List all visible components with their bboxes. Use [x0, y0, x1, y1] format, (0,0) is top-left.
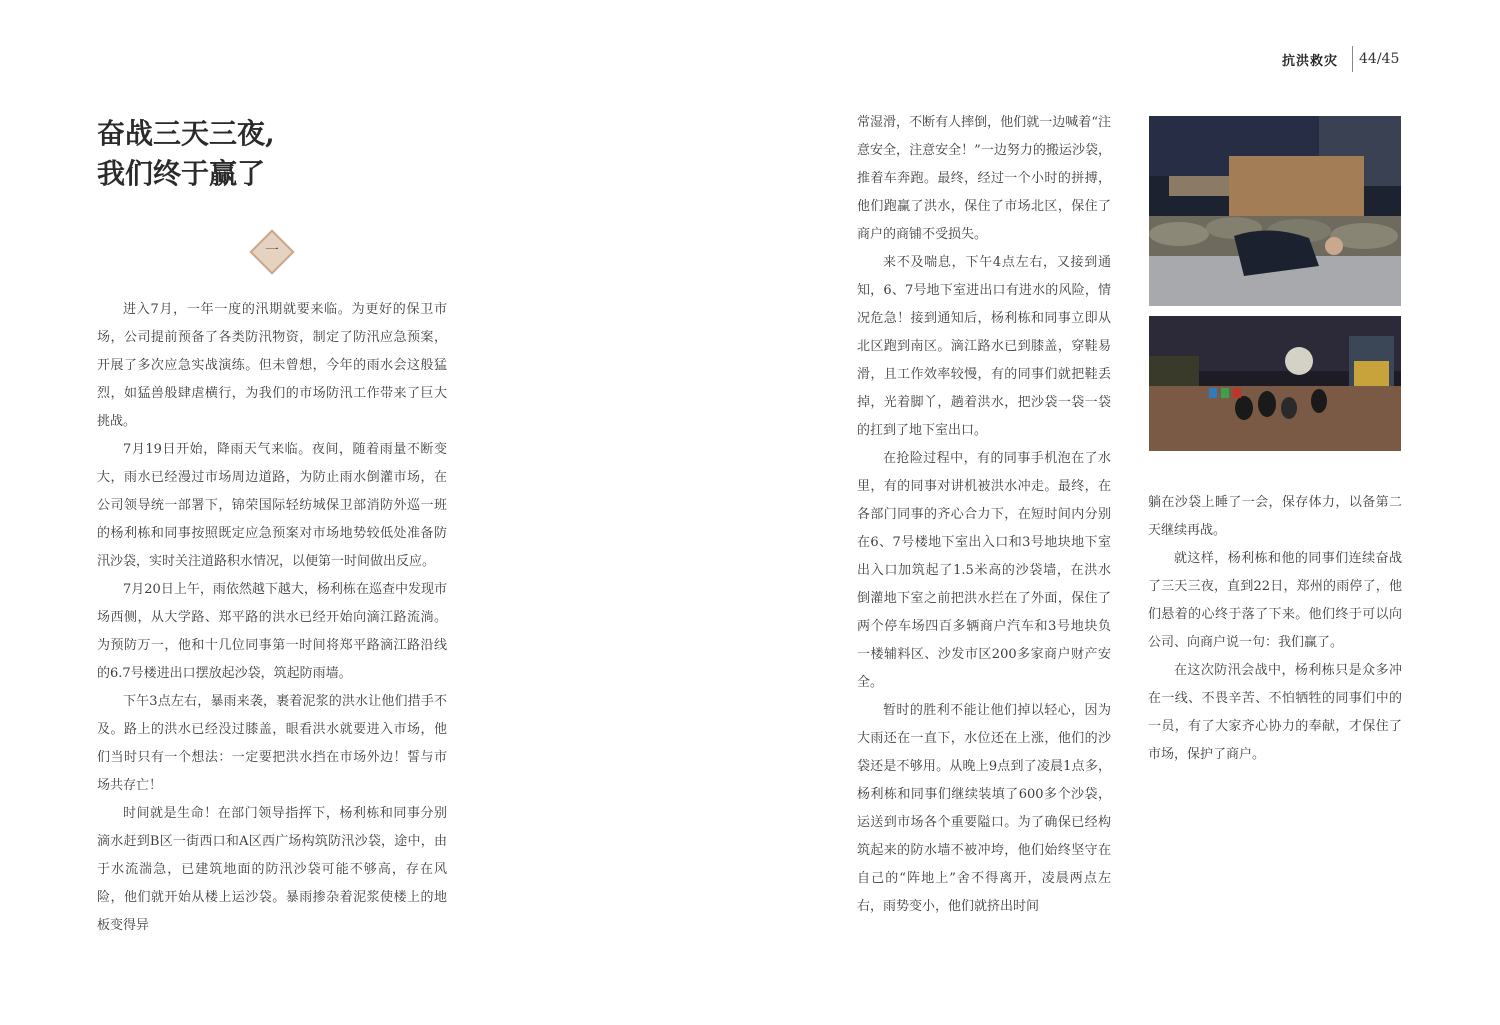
text-column-1 — [97, 296, 447, 940]
page-number: 44/45 — [1359, 51, 1400, 67]
section-label: 抗洪救灾 — [1282, 53, 1339, 69]
paragraph: 常湿滑，不断有人摔倒，他们就一边喊着“注意安全，注意安全！”一边努力的搬运沙袋，推着车奔跑。最终，经过一个小时的拼搏，他们跑赢了洪水，保住了市场北区，保住了商户的商铺不受损失。 — [857, 115, 1111, 242]
photo-1-illustration — [1149, 116, 1401, 306]
photo-2-illustration — [1149, 316, 1401, 451]
paragraph: 下午3点左右，暴雨来袭，裹着泥浆的洪水让他们措手不及。路上的洪水已经没过膝盖，眼看洪水就要进入市场，他们当时只有一个想法：一定要把洪水挡在市场外边！誓与市场共存亡！ — [97, 694, 447, 793]
text-column-2 — [857, 109, 1111, 921]
section-marker: 一 — [265, 243, 279, 259]
header-divider — [1352, 46, 1353, 72]
page-header — [1282, 46, 1399, 72]
title-line-2: 我们终于赢了 — [97, 157, 266, 190]
paragraph: 来不及喘息，下午4点左右，又接到通知，6、7号地下室进出口有进水的风险，情况危急！接到通知后，杨利栋和同事立即从北区跑到南区。滴江路水已到膝盖，穿鞋易滑，且工作效率较慢，有的同事们就把鞋丢掉，光着脚丫，趟着洪水，把沙袋一袋一袋的扛到了地下室出口。 — [857, 255, 1111, 438]
title-line-1: 奋战三天三夜, — [97, 117, 275, 150]
paragraph: 在抢险过程中，有的同事手机泡在了水里，有的同事对讲机被洪水冲走。最终，在各部门同事的齐心合力下，在短时间内分别在6、7号楼地下室出入口和3号地块地下室出入口加筑起了1.5米高的沙袋墙，在洪水倒灌地下室之前把洪水拦在了外面，保住了两个停车场四百多辆商户汽车和3号地块负一楼辅料区、沙发市区200多家商户财产安全。 — [857, 451, 1111, 690]
paragraph: 7月19日开始，降雨天气来临。夜间，随着雨量不断变大，雨水已经漫过市场周边道路，为防止雨水倒灌市场，在公司领导统一部署下，锦荣国际轻纺城保卫部消防外巡一班的杨利栋和同事按照既定应急预案对市场地势较低处准备防汛沙袋，实时关注道路积水情况，以便第一时间做出反应。 — [97, 442, 447, 569]
paragraph: 7月20日上午，雨依然越下越大，杨利栋在巡查中发现市场西侧，从大学路、郑平路的洪水已经开始向滴江路流淌。为预防万一，他和十几位同事第一时间将郑平路滴江路沿线的6.7号楼进出口摆放起沙袋，筑起防雨墙。 — [97, 582, 447, 681]
paragraph: 躺在沙袋上睡了一会，保存体力，以备第二天继续再战。 — [1148, 495, 1402, 538]
paragraph: 进入7月，一年一度的汛期就要来临。为更好的保卫市场，公司提前预备了各类防汛物资，制定了防汛应急预案，开展了多次应急实战演练。但未曾想，今年的雨水会这般猛烈，如猛兽般肆虐横行，为我们的市场防汛工作带来了巨大挑战。 — [97, 302, 447, 429]
article-title — [97, 114, 275, 194]
paragraph: 暂时的胜利不能让他们掉以轻心，因为大雨还在一直下，水位还在上涨，他们的沙袋还是不够用。从晚上9点到了凌晨1点多，杨利栋和同事们继续装填了600多个沙袋，运送到市场各个重要隘口。为了确保已经构筑起来的防水墙不被冲垮，他们始终坚守在自己的“阵地上”舍不得离开，凌晨两点左右，雨势变小，他们就挤出时间 — [857, 703, 1111, 914]
paragraph: 在这次防汛会战中，杨利栋只是众多冲在一线、不畏辛苦、不怕牺牲的同事们中的一员，有了大家齐心协力的奉献，才保住了市场，保护了商户。 — [1148, 663, 1402, 762]
photo-worker-resting-on-sandbags — [1149, 116, 1401, 306]
photo-team-filling-sandbags — [1149, 316, 1401, 451]
paragraph: 就这样，杨利栋和他的同事们连续奋战了三天三夜，直到22日，郑州的雨停了，他们悬着的心终于落了下来。他们终于可以向公司、向商户说一句：我们赢了。 — [1148, 551, 1402, 650]
paragraph: 时间就是生命！在部门领导指挥下，杨利栋和同事分别滴水赶到B区一街西口和A区西广场构筑防汛沙袋，途中，由于水流湍急，已建筑地面的防汛沙袋可能不够高，存在风险，他们就开始从楼上运沙袋。暴雨掺杂着泥浆使楼上的地板变得异 — [97, 806, 447, 933]
text-column-3 — [1148, 489, 1402, 769]
